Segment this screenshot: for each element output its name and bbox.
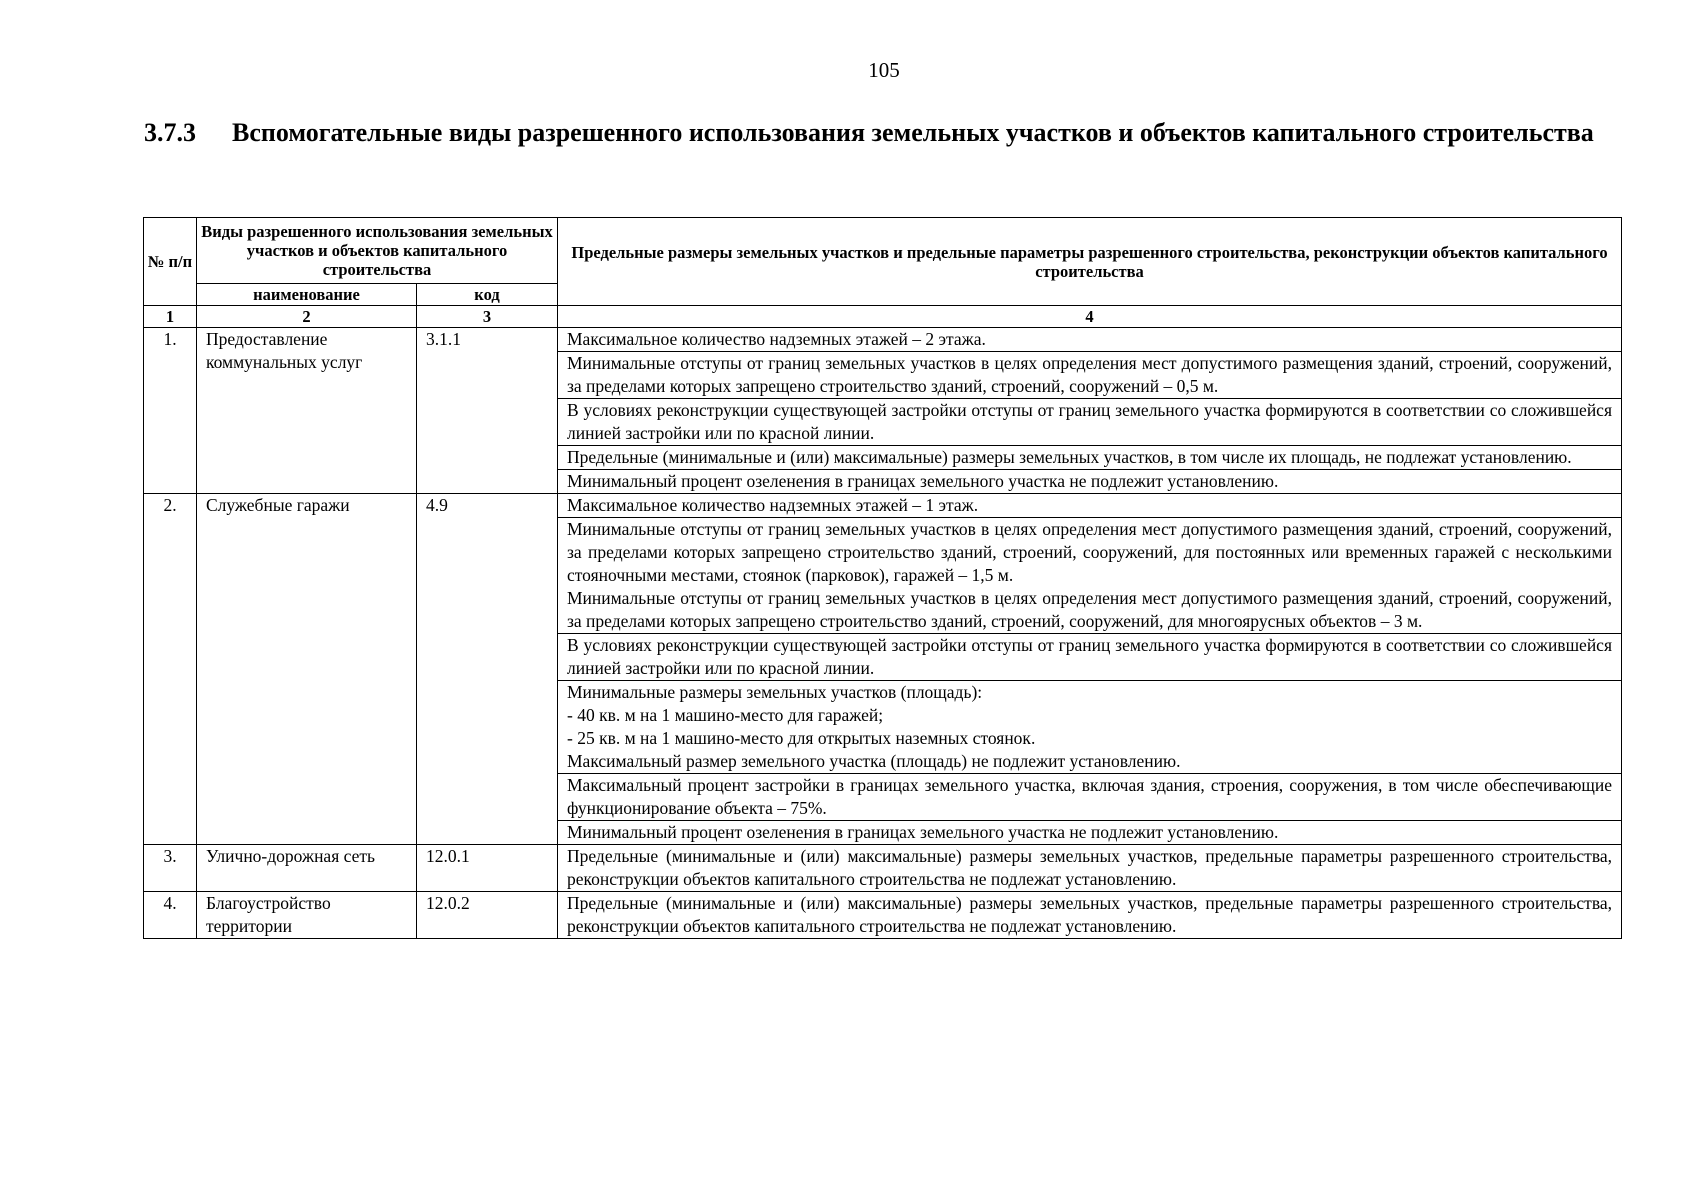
use-type-name: Предоставление коммунальных услуг <box>197 328 417 494</box>
use-type-code: 4.9 <box>417 494 558 845</box>
header-code: код <box>417 284 558 306</box>
land-use-table <box>143 217 1622 939</box>
parameter-cell <box>558 399 1622 446</box>
parameter-text: В условиях реконструкции существующей застройки отступы от границ земельного участка формируются в соответствии со сложившейся линией застройки или по красной линии. <box>567 400 1612 443</box>
row-number: 4. <box>144 892 197 939</box>
use-type-name: Служебные гаражи <box>197 494 417 845</box>
page-number: 105 <box>868 58 900 82</box>
parameter-text: Минимальный процент озеленения в границах земельного участка не подлежит установлению. <box>567 471 1279 491</box>
parameter-text: Максимальное количество надземных этажей – 1 этаж. <box>567 495 979 515</box>
parameter-text: Предельные (минимальные и (или) максимальные) размеры земельных участков, предельные параметры разрешенного строительства, реконструкции объектов капитального строительства не подлежат установлению. <box>567 893 1612 936</box>
parameter-cell <box>558 494 1622 518</box>
header-params: Предельные размеры земельных участков и предельные параметры разрешенного строительства, реконструкции объектов капитального строительства <box>558 218 1622 306</box>
row-number: 1. <box>144 328 197 494</box>
parameter-text: В условиях реконструкции существующей застройки отступы от границ земельного участка формируются в соответствии со сложившейся линией застройки или по красной линии. <box>567 635 1612 678</box>
header-name: наименование <box>197 284 417 306</box>
table-row <box>144 328 1622 352</box>
use-type-name: Благоустройство территории <box>197 892 417 939</box>
use-type-name: Улично-дорожная сеть <box>197 845 417 892</box>
parameter-cell <box>558 892 1622 939</box>
parameter-text: - 40 кв. м на 1 машино-место для гаражей; <box>567 705 884 725</box>
parameter-text: - 25 кв. м на 1 машино-место для открытых наземных стоянок. <box>567 728 1036 748</box>
parameter-text: Предельные (минимальные и (или) максимальные) размеры земельных участков, в том числе их площадь, не подлежат установлению. <box>567 447 1572 467</box>
table-row <box>144 845 1622 892</box>
table-row <box>144 494 1622 518</box>
parameter-cell <box>558 518 1622 634</box>
parameter-text: Минимальные отступы от границ земельных участков в целях определения мест допустимого размещения зданий, строений, сооружений, за пределами которых запрещено строительство зданий, строений, сооружений – 0,5 м. <box>567 353 1612 396</box>
parameter-text: Максимальный размер земельного участка (площадь) не подлежит установлению. <box>567 751 1181 771</box>
parameter-cell <box>558 446 1622 470</box>
parameter-cell <box>558 821 1622 845</box>
section-number: 3.7.3 <box>144 118 196 147</box>
parameter-text: Максимальное количество надземных этажей – 2 этажа. <box>567 329 986 349</box>
column-index: 1 <box>144 306 197 328</box>
use-type-code: 3.1.1 <box>417 328 558 494</box>
parameter-text: Минимальные размеры земельных участков (площадь): <box>567 682 983 702</box>
column-index: 3 <box>417 306 558 328</box>
parameter-cell <box>558 681 1622 774</box>
header-num: № п/п <box>144 218 197 306</box>
parameter-text: Максимальный процент застройки в границах земельного участка, включая здания, строения, сооружения, в том числе обеспечивающие функционирование объекта – 75%. <box>567 775 1612 818</box>
column-index: 4 <box>558 306 1622 328</box>
column-index: 2 <box>197 306 417 328</box>
row-number: 2. <box>144 494 197 845</box>
use-type-code: 12.0.2 <box>417 892 558 939</box>
table-body <box>144 328 1622 939</box>
section-heading <box>144 116 1620 149</box>
parameter-cell <box>558 634 1622 681</box>
parameter-text: Предельные (минимальные и (или) максимальные) размеры земельных участков, предельные параметры разрешенного строительства, реконструкции объектов капитального строительства не подлежат установлению. <box>567 846 1612 889</box>
use-type-code: 12.0.1 <box>417 845 558 892</box>
parameter-cell <box>558 328 1622 352</box>
header-use-types: Виды разрешенного использования земельных участков и объектов капитального строительства <box>197 218 558 284</box>
parameter-cell <box>558 774 1622 821</box>
parameter-cell <box>558 470 1622 494</box>
row-number: 3. <box>144 845 197 892</box>
parameter-text: Минимальные отступы от границ земельных участков в целях определения мест допустимого размещения зданий, строений, сооружений, за пределами которых запрещено строительство зданий, строений, сооружений, для многоярусных объектов – 3 м. <box>567 588 1612 631</box>
table-row <box>144 892 1622 939</box>
section-title: Вспомогательные виды разрешенного использования земельных участков и объектов капитального строительства <box>232 118 1594 147</box>
parameter-text: Минимальный процент озеленения в границах земельного участка не подлежит установлению. <box>567 822 1279 842</box>
parameter-text: Минимальные отступы от границ земельных участков в целях определения мест допустимого размещения зданий, строений, сооружений, за пределами которых запрещено строительство зданий, строений, сооружений, для постоянных или временных гаражей с несколькими стояночными местами, стоянок (парковок), гаражей – 1,5 м. <box>567 519 1612 585</box>
parameter-cell <box>558 845 1622 892</box>
parameter-cell <box>558 352 1622 399</box>
